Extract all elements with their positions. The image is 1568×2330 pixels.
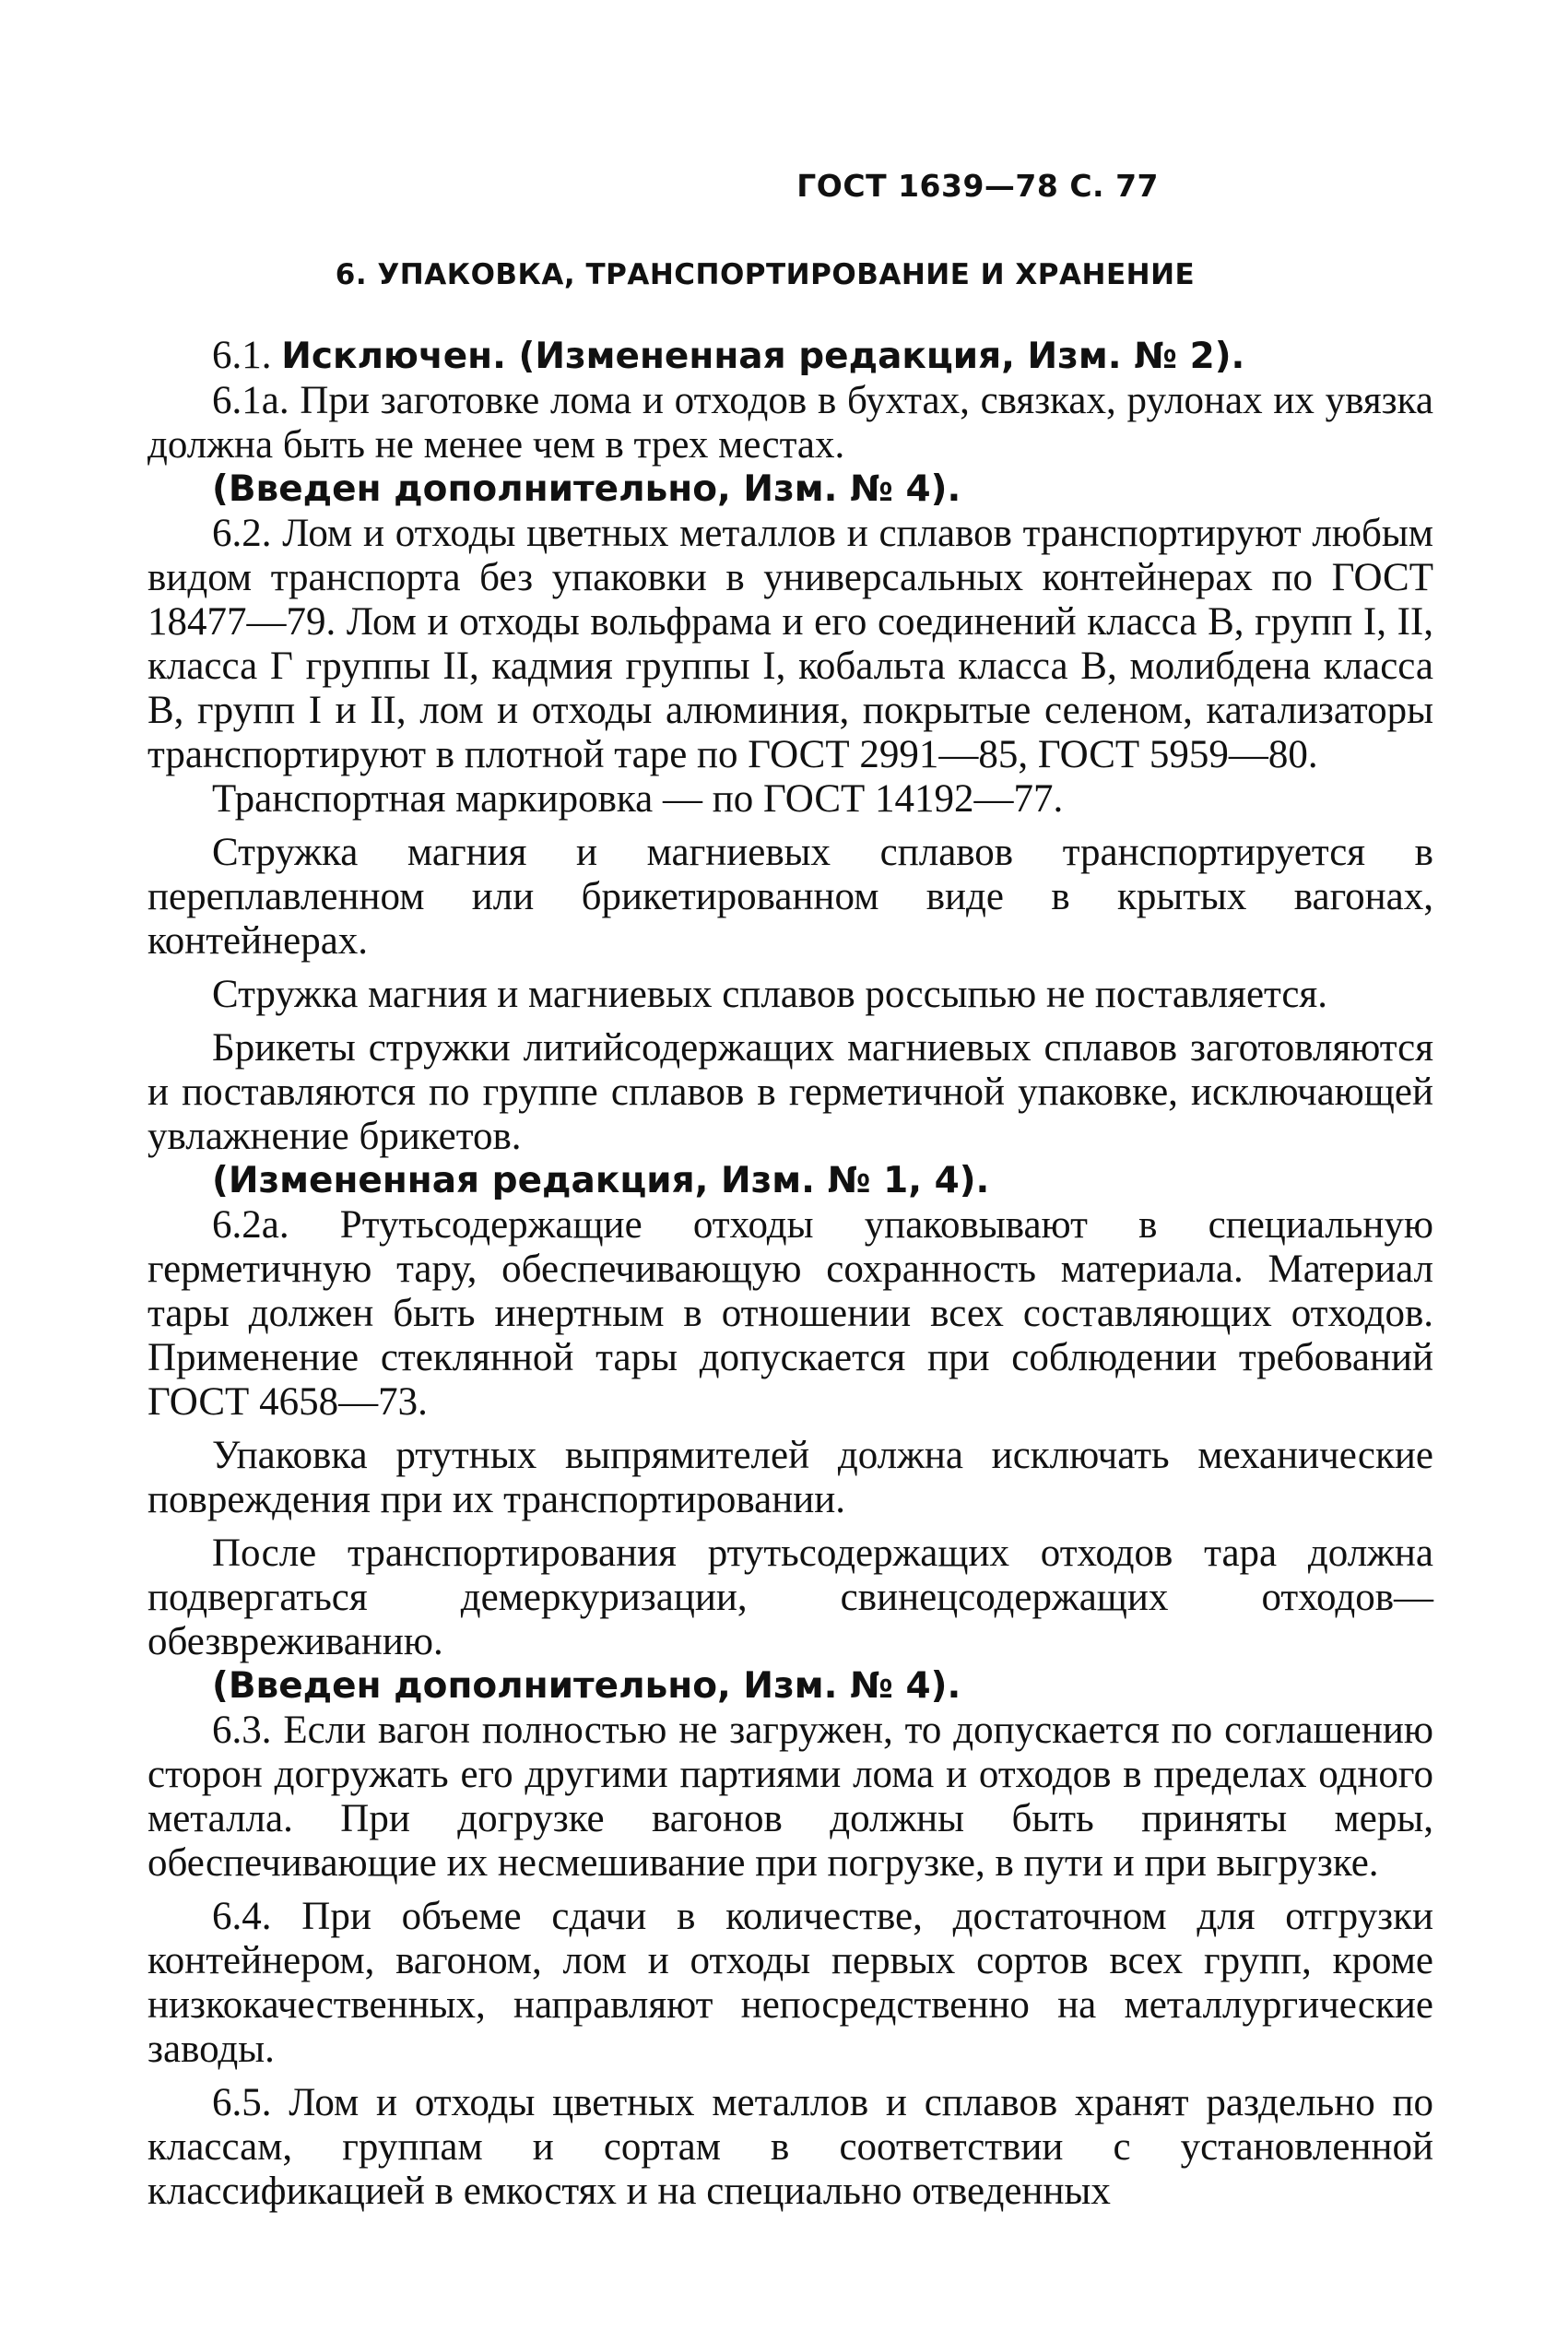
document-body (147, 334, 1433, 2214)
paragraph-6-2a-demercurization: После транспортирования ртутьсодержащих отходов тара должна подвергаться демеркуризации, свинецсодержащих отходов— обезвреживанию. (147, 1532, 1433, 1663)
paragraph-6-2-marking: Транспортная маркировка — по ГОСТ 14192—77. (212, 777, 1064, 821)
section-title: 6. УПАКОВКА, ТРАНСПОРТИРОВАНИЕ И ХРАНЕНИЕ (335, 258, 1196, 291)
paragraph-6-2-chips: Стружка магния и магниевых сплавов транспортируется в переплавленном или брикетированном виде в крытых вагонах, контейнерах. (147, 831, 1433, 963)
amendment-note: (Введен дополнительно, Изм. № 4). (212, 1665, 961, 1707)
paragraph-6-1 (147, 334, 1433, 379)
paragraph-6-2a: 6.2а. Ртутьсодержащие отходы упаковывают в специальную герметичную тару, обеспечивающую сохранность материала. Материал тары должен быть инертным в отношении всех составляющих отходов. Применение стеклянной тары допускается при соблюдении требований ГОСТ 4658—73. (147, 1203, 1433, 1424)
paragraph-6-1-text: Исключен. (Измененная редакция, Изм. № 2). (281, 336, 1245, 377)
paragraph-6-5: 6.5. Лом и отходы цветных металлов и сплавов хранят раздельно по классам, группам и сортам в соответствии с установленной классификацией в емкостях и на специально отведенных (147, 2081, 1433, 2213)
paragraph-6-2-briquettes: Брикеты стружки литийсодержащих магниевых сплавов заготовляются и поставляются по группе сплавов в герметичной упаковке, исключающей увлажнение брикетов. (147, 1026, 1433, 1158)
amendment-note: (Измененная редакция, Изм. № 1, 4). (212, 1160, 990, 1201)
paragraph-6-2: 6.2. Лом и отходы цветных металлов и сплавов транспортируют любым видом транспорта без упаковки в универсальных контейнерах по ГОСТ 18477—79. Лом и отходы вольфрама и его соединений класса В, групп I, II, класса Г группы II, кадмия группы I, кобальта класса В, молибдена класса В, групп I и II, лом и отходы алюминия, покрытые селеном, катализаторы транспортируют в плотной таре по ГОСТ 2991—85, ГОСТ 5959—80. (147, 512, 1433, 776)
paragraph-6-2a-rectifiers: Упаковка ртутных выпрямителей должна исключать механические повреждения при их транспортировании. (147, 1434, 1433, 1521)
paragraph-6-4: 6.4. При объеме сдачи в количестве, достаточном для отгрузки контейнером, вагоном, лом и отходы первых сортов всех групп, кроме низкокачественных, направляют непосредственно на металлургические заводы. (147, 1895, 1433, 2071)
paragraph-6-1a: 6.1а. При заготовке лома и отходов в бухтах, связках, рулонах их увязка должна быть не менее чем в трех местах. (147, 379, 1433, 467)
running-header: ГОСТ 1639—78 С. 77 (796, 168, 1159, 204)
paragraph-6-1-number: 6.1. (212, 334, 272, 377)
paragraph-6-2-bulk: Стружка магния и магниевых сплавов россыпью не поставляется. (212, 973, 1327, 1016)
amendment-note: (Введен дополнительно, Изм. № 4). (212, 468, 961, 510)
paragraph-6-3: 6.3. Если вагон полностью не загружен, то допускается по соглашению сторон догружать его другими партиями лома и отходов в пределах одного металла. При догрузке вагонов должны быть приняты меры, обеспечивающие их несмешивание при погрузке, в пути и при выгрузке. (147, 1709, 1433, 1885)
